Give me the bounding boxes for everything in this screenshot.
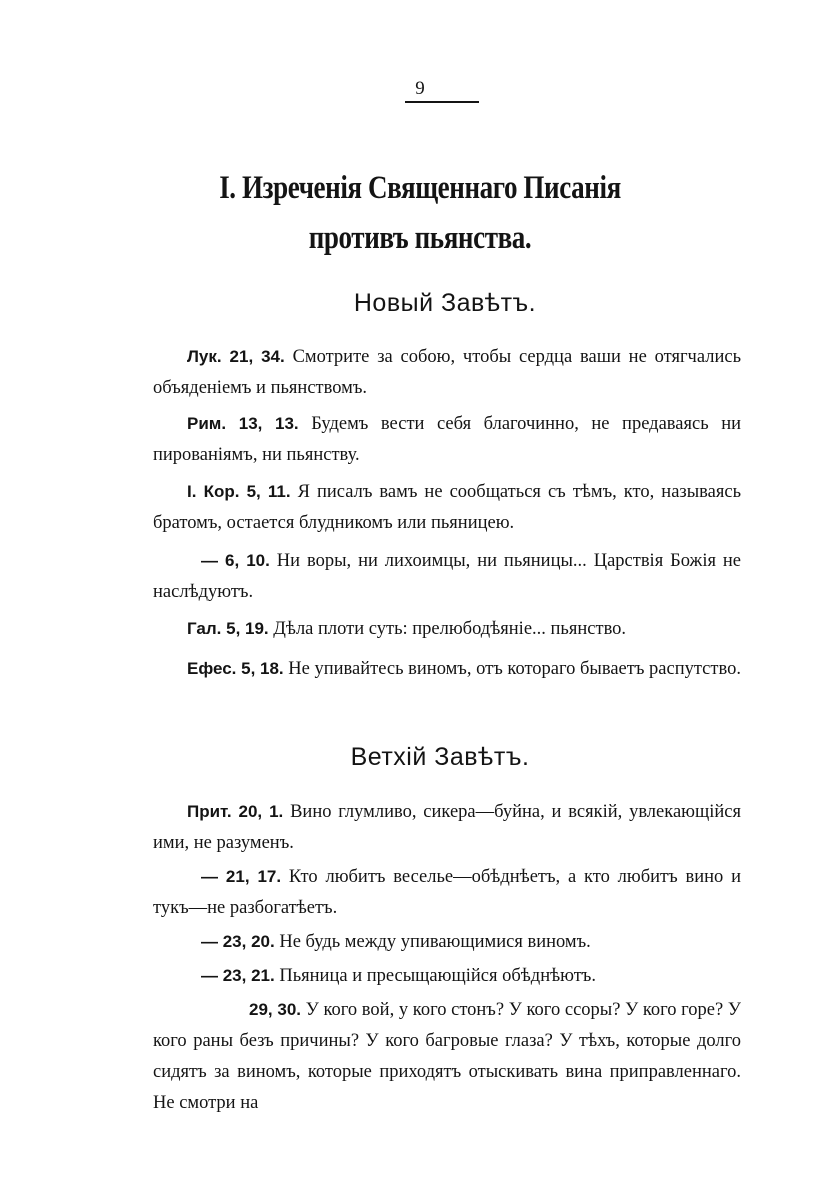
verse-text: У кого вой, у кого стонъ? У кого ссоры? У кого горе? У кого раны безъ причины? У кого багровые глаза? У тѣхъ, которые долго сидятъ за виномъ, которые приходятъ отыскивать вина приправленнаго. Не смотри на (153, 1000, 741, 1113)
verse-nt-3 (153, 476, 741, 539)
verse-reference: I. Кор. 5, 11. (187, 482, 291, 501)
chapter-title-line-1: I. Изреченія Священнаго Писанія (219, 170, 621, 206)
verse-nt-5 (153, 613, 741, 645)
verse-text: Ни воры, ни лихоимцы, ни пьяницы... Царствія Божія не наслѣдуютъ. (153, 551, 742, 602)
verse-ot-1 (153, 796, 741, 859)
verse-reference: — 6, 10. (201, 551, 270, 570)
verse-text: Пьяница и пресыщающійся обѣднѣютъ. (279, 966, 597, 986)
verse-reference: Прит. 20, 1. (187, 802, 284, 821)
page-number: 9 (415, 78, 425, 99)
page-number-rule (405, 101, 479, 103)
new-testament-heading: Новый Завѣтъ. (353, 289, 537, 317)
verse-reference: Гал. 5, 19. (187, 619, 269, 638)
verse-nt-2 (153, 408, 741, 471)
verse-text: Кто любитъ веселье—обѣднѣетъ, а кто любитъ вино и тукъ—не разбогатѣетъ. (153, 867, 742, 918)
verse-text: Дѣла плоти суть: прелюбодѣяніе... пьянство. (273, 619, 627, 639)
verse-nt-4 (153, 545, 741, 608)
verse-text: Смотрите за собою, чтобы сердца ваши не отягчались объяденіемъ и пьянствомъ. (153, 347, 742, 398)
verse-text: Будемъ вести себя благочинно, не предаваясь ни пированіямъ, ни пьянству. (153, 414, 742, 465)
verse-reference: 29, 30. (249, 1000, 302, 1019)
verse-ot-5 (153, 994, 741, 1119)
chapter-title-line-2: противъ пьянства. (308, 220, 532, 256)
verse-ot-3 (153, 926, 741, 958)
verse-text: Вино глумливо, сикера—буйна, и всякій, увлекающійся ими, не разуменъ. (153, 802, 741, 853)
verse-ot-4 (153, 960, 741, 992)
verse-nt-1 (153, 341, 741, 404)
verse-text: Не будь между упивающимися виномъ. (279, 932, 591, 952)
verse-reference: Ефес. 5, 18. (187, 659, 284, 678)
verse-reference: — 23, 20. (201, 932, 275, 951)
verse-reference: — 21, 17. (201, 867, 282, 886)
verse-nt-6 (153, 653, 741, 685)
old-testament-heading: Ветхій Завѣтъ. (350, 743, 530, 771)
verse-ot-2 (153, 861, 741, 924)
verse-reference: Рим. 13, 13. (187, 414, 299, 433)
verse-text: Я писалъ вамъ не сообщаться съ тѣмъ, кто, называясь братомъ, остается блудникомъ или пьяницею. (153, 482, 742, 533)
verse-reference: — 23, 21. (201, 966, 275, 985)
verse-text: Не упивайтесь виномъ, отъ котораго бываетъ распутство. (288, 659, 741, 679)
verse-reference: Лук. 21, 34. (187, 347, 285, 366)
